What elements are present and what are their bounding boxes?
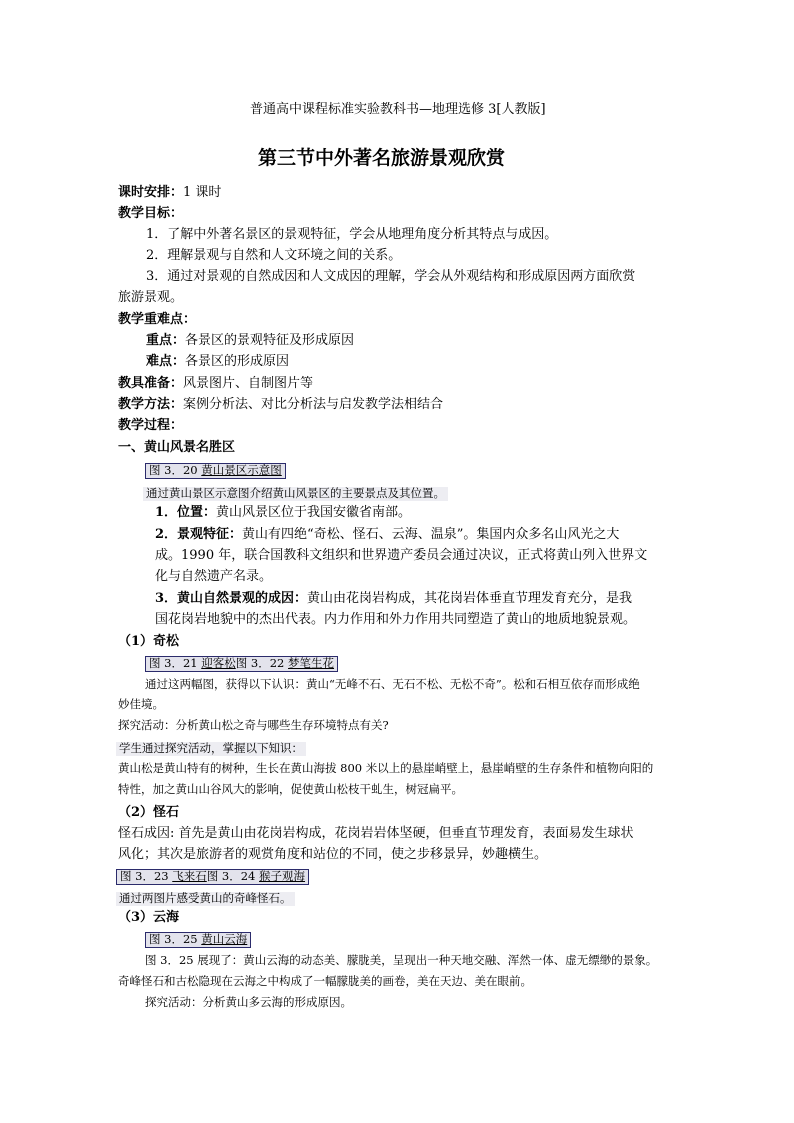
goal-item: 旅游景观。 — [118, 290, 184, 305]
figure-number: 图 3．22 — [235, 656, 289, 670]
student-note — [116, 739, 306, 756]
feature-label: 2．景观特征： — [155, 527, 243, 542]
paragraph-text: 奇峰怪石和古松隐现在云海之中构成了一幅朦胧美的画卷，美在天边、美在眼前。 — [118, 974, 532, 988]
figure-number: 图 3．23 — [120, 869, 173, 883]
figure-link[interactable]: 黄山景区示意图 — [201, 463, 282, 477]
figure-link[interactable]: 飞来石 — [172, 869, 207, 883]
goals-label: 教学目标： — [118, 206, 184, 221]
activity-text: 探究活动：分析黄山松之奇与哪些生存环境特点有关? — [118, 718, 389, 732]
hard-point-line — [146, 355, 289, 368]
subsection-heading: （2）怪石 — [118, 805, 180, 820]
document-subtitle: 普通高中课程标准实验教科书—地理选修 3[人教版] — [250, 102, 546, 117]
figure-reference-box — [145, 932, 251, 948]
method-label: 教学方法： — [118, 397, 184, 412]
figure-link[interactable]: 梦笔生花 — [288, 656, 335, 670]
feature-line: 成。1990 年，联合国教科文组织和世界遗产委员会通过决议，正式将黄山列入世界文 — [155, 548, 648, 563]
figure-reference-box — [145, 463, 286, 479]
answer-text: 黄山松是黄山特有的树种，生长在黄山海拔 800 米以上的悬崖峭壁上，悬崖峭壁的生存条件和植物向阳的 — [118, 761, 654, 775]
figure-note: 妙佳境。 — [118, 697, 164, 711]
activity-text: 探究活动：分析黄山多云海的形成原因。 — [145, 995, 352, 1009]
location-value: 黄山风景区位于我国安徽省南部。 — [216, 505, 412, 520]
figure-number: 图 3．21 — [149, 656, 202, 670]
figure-note — [116, 889, 295, 906]
cause-label: 3．黄山自然景观的成因： — [155, 591, 308, 606]
tools-line — [118, 377, 313, 390]
figure-reference-box — [116, 869, 309, 885]
key-point-value: 各景区的景观特征及形成原因 — [185, 333, 355, 348]
answer-text: 特性，加之黄山山谷风大的影响，促使黄山松枝干虬生，树冠扁平。 — [118, 782, 463, 796]
feature-text: 黄山有四绝“奇松、怪石、云海、温泉”。集国内众多名山风光之大 — [242, 527, 620, 542]
key-point-line — [146, 334, 354, 347]
goal-item: 3．通过对景观的自然成因和人文成因的理解，学会从外观结构和形成原因两方面欣赏 — [146, 269, 636, 284]
feature-line: 化与自然遗产名录。 — [155, 569, 273, 584]
figure-reference — [116, 867, 309, 885]
figure-reference — [145, 930, 251, 948]
hard-point-value: 各景区的形成原因 — [185, 354, 290, 369]
key-point-label: 重点： — [146, 333, 186, 348]
location-line — [155, 506, 411, 519]
schedule-label: 课时安排： — [118, 185, 184, 200]
schedule-value: 1 课时 — [183, 185, 222, 200]
subsection-heading: （1）奇松 — [118, 634, 180, 649]
figure-note-text: 通过两图片感受黄山的奇峰怪石。 — [116, 892, 295, 906]
figure-number: 图 3．20 — [149, 463, 202, 477]
tools-label: 教具准备： — [118, 376, 184, 391]
process-label: 教学过程： — [118, 418, 184, 433]
paragraph-text: 风化；其次是旅游者的观赏角度和站位的不同，使之步移景异，妙趣横生。 — [118, 847, 548, 862]
figure-reference — [145, 654, 338, 672]
paragraph-text: 图 3．25 展现了：黄山云海的动态美、朦胧美，呈现出一种天地交融、浑然一体、虚无缥缈的景象。 — [145, 953, 658, 967]
figure-note: 通过这两幅图，获得以下认识：黄山“无峰不石、无石不松、无松不奇”。松和石相互依存而形成绝 — [145, 677, 640, 691]
figure-note — [143, 484, 448, 501]
feature-line — [155, 528, 619, 541]
figure-link[interactable]: 迎客松 — [201, 656, 236, 670]
goal-item: 1．了解中外著名景区的景观特征，学会从地理角度分析其特点与成因。 — [146, 227, 558, 242]
difficulty-label: 教学重难点： — [118, 312, 197, 327]
section-heading: 一、黄山风景名胜区 — [118, 440, 236, 455]
page-title: 第三节中外著名旅游景观欣赏 — [258, 147, 506, 169]
figure-number: 图 3．25 — [149, 932, 202, 946]
cause-line: 国花岗岩地貌中的杰出代表。内力作用和外力作用共同塑造了黄山的地质地貌景观。 — [155, 612, 637, 627]
method-value: 案例分析法、对比分析法与启发教学法相结合 — [183, 397, 444, 412]
figure-number: 图 3．24 — [206, 869, 260, 883]
student-note-text: 学生通过探究活动，掌握以下知识： — [116, 742, 306, 756]
figure-link[interactable]: 猴子观海 — [259, 869, 306, 883]
figure-link[interactable]: 黄山云海 — [201, 932, 248, 946]
cause-text: 黄山由花岗岩构成，其花岗岩体垂直节理发育充分，是我 — [307, 591, 633, 606]
location-label: 1．位置： — [155, 505, 217, 520]
method-line — [118, 398, 443, 411]
figure-note-text: 通过黄山景区示意图介绍黄山风景区的主要景点及其位置。 — [143, 487, 448, 501]
goal-item: 2．理解景观与自然和人文环境之间的关系。 — [146, 248, 402, 263]
subsection-heading: （3）云海 — [118, 910, 180, 925]
figure-reference — [145, 461, 286, 479]
schedule-line — [118, 186, 221, 199]
paragraph-text: 怪石成因: 首先是黄山由花岗岩构成，花岗岩岩体坚硬，但垂直节理发育，表面易发生球状 — [118, 826, 634, 841]
tools-value: 风景图片、自制图片等 — [183, 376, 314, 391]
cause-line — [155, 592, 632, 605]
hard-point-label: 难点： — [146, 354, 186, 369]
figure-reference-box — [145, 656, 338, 672]
